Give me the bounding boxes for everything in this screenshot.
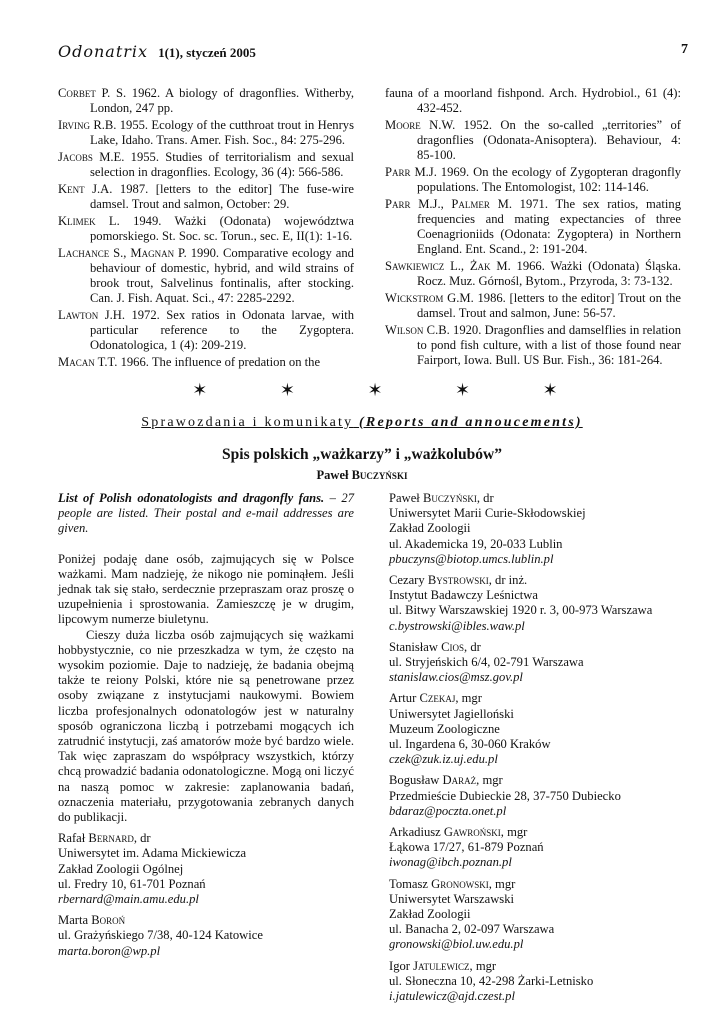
person-name: [389, 877, 685, 892]
person-name: [389, 640, 685, 655]
reference-author: Jacobs: [58, 150, 93, 164]
email-address: gronowski@biol.uw.edu.pl: [389, 937, 524, 952]
article-title: Spis polskich „ważkarzy” i „ważkolubów”: [222, 446, 502, 463]
address-line: ul. Grażyńskiego 7/38, 40-124 Katowice: [58, 928, 263, 943]
person-title: , mgr: [469, 958, 497, 973]
journal-name: Odonatrix: [58, 42, 149, 61]
person-first-name: Artur: [389, 691, 420, 706]
address-entry: [389, 773, 685, 819]
person-last-name: Bystrowski: [427, 573, 489, 588]
email-address: marta.boron@wp.pl: [58, 943, 161, 958]
reference-text: R.B. 1955. Ecology of the cutthroat trout in Henrys Lake, Idaho. Trans. Amer. Fish. Soc., 84: 275-296.: [89, 118, 354, 147]
author-first-name: Paweł: [316, 468, 352, 482]
reference-author: Corbet: [58, 86, 96, 100]
address-entry: [389, 491, 685, 567]
email-address: bdaraz@poczta.onet.pl: [389, 803, 507, 818]
issue-info: 1(1), styczeń 2005: [158, 45, 256, 60]
address-list-left: [58, 831, 354, 959]
person-name: [389, 691, 685, 706]
email-address: czek@zuk.iz.uj.edu.pl: [389, 752, 498, 767]
address-line: Muzeum Zoologiczne: [389, 721, 500, 736]
person-title: , mgr: [476, 773, 503, 788]
address-line: Uniwersytet Jagielloński: [389, 706, 514, 721]
author-last-name: Buczyński: [351, 468, 408, 482]
reference-text: fauna of a moorland fishpond. Arch. Hydrobiol., 61 (4): 432-452.: [385, 86, 681, 115]
paragraph-1: Poniżej podaję dane osób, zajmujących się w Polsce ważkami. Mam nadzieję, że nikogo nie pominąłem. Jeśli jednak tak się stało, serdecznie przepraszam oraz proszę o uzupełnienia i sprostowania. Zamieszczę je w drugim, lipcowym numerze biuletynu.: [58, 551, 354, 627]
email-address: rbernard@main.amu.edu.pl: [58, 892, 199, 907]
reference-text: L. 1949. Ważki (Odonata) województwa pomorskiego. St. Soc. sc. Torun., sec. E, II(1): 1-16.: [90, 214, 354, 243]
email-address: pbuczyns@biotop.umcs.lublin.pl: [389, 551, 554, 566]
reference-text: C.B. 1920. Dragonflies and damselflies in relation to pond fish culture, with a list of those found near Fairport, Iowa. Bull. US Bur. Fish., 36: 181-264.: [417, 323, 681, 367]
reference-author: Parr: [385, 165, 411, 179]
person-title: , dr: [464, 639, 481, 654]
reference-text: P. S. 1962. A biology of dragonflies. Witherby, London, 247 pp.: [90, 86, 354, 115]
reference-author: Lawton: [58, 308, 99, 322]
person-first-name: Bogusław: [389, 773, 443, 788]
reference-author: Lachance S., Magnan: [58, 246, 175, 260]
article-author: [0, 468, 724, 483]
person-name: [389, 959, 685, 974]
reference-author: Klimek: [58, 214, 96, 228]
person-title: , dr inż.: [488, 573, 528, 588]
person-title: , mgr: [455, 691, 482, 706]
reference-entry: [58, 150, 354, 180]
reference-entry: [385, 118, 681, 163]
address-line: Uniwersytet im. Adama Mickiewicza: [58, 846, 247, 861]
address-entry: [389, 825, 685, 871]
reference-entry: [385, 323, 681, 368]
email-address: iwonag@ibch.poznan.pl: [389, 855, 512, 870]
address-entry: [389, 640, 685, 686]
abstract-text: – 27 people are listed. Their postal and e-mail addresses are given.: [58, 491, 355, 536]
reference-author: Wickstrom: [385, 291, 444, 305]
reference-entry: [58, 355, 354, 370]
address-entry: [389, 877, 685, 953]
address-line: Łąkowa 17/27, 61-879 Poznań: [389, 840, 544, 855]
reference-entry: [58, 86, 354, 116]
person-name: [389, 573, 685, 588]
reference-text: T.T. 1966. The influence of predation on the: [94, 355, 321, 369]
address-list-right: [389, 491, 685, 1004]
person-last-name: Cios: [441, 639, 465, 654]
person-title: , mgr: [488, 876, 516, 891]
address-entry: [389, 573, 685, 634]
section-label-english: (Reports and annoucements): [359, 415, 583, 430]
reference-entry: [58, 214, 354, 244]
email-address: i.jatulewicz@ajd.czest.pl: [389, 989, 515, 1004]
section-separator: ✶ ✶ ✶ ✶ ✶: [192, 380, 592, 400]
reference-text: J.H. 1972. Sex ratios in Odonata larvae, with particular reference to the Zygoptera. Odonatologica, 1 (4): 209-219.: [90, 308, 354, 352]
reference-text: N.W. 1952. On the so-called „territories” of dragonflies (Odonata-Anisoptera). Behaviour, 4: 85-100.: [417, 118, 681, 162]
person-title: , dr: [476, 491, 494, 505]
section-heading: [0, 415, 724, 431]
address-entry: [58, 913, 354, 959]
person-last-name: Daraż: [442, 773, 477, 788]
person-title: , mgr: [500, 825, 528, 840]
person-name: [58, 913, 354, 928]
person-first-name: Paweł: [389, 491, 423, 505]
address-line: Zakład Zoologii: [389, 907, 471, 922]
person-title: , dr: [133, 831, 151, 846]
address-line: Instytut Badawczy Leśnictwa: [389, 588, 538, 603]
reference-author: Macan: [58, 355, 95, 369]
references-right-column: [385, 86, 681, 370]
reference-author: Moore: [385, 118, 421, 132]
address-line: Zakład Zoologii Ogólnej: [58, 861, 184, 876]
person-first-name: Tomasz: [389, 876, 432, 891]
reference-text: G.M. 1986. [letters to the editor] Trout on the damsel. Trout and salmon, June: 56-57.: [417, 291, 681, 320]
reference-author: Wilson: [385, 323, 424, 337]
address-line: ul. Akademicka 19, 20-033 Lublin: [389, 536, 563, 551]
address-entry: [58, 831, 354, 907]
address-entry: [389, 959, 685, 1005]
reference-text: M.J. 1969. On the ecology of Zygopteran dragonfly populations. The Entomologist, 102: 114-146.: [410, 165, 681, 194]
person-first-name: Cezary: [389, 573, 428, 588]
reference-entry: [58, 246, 354, 306]
reference-entry: [58, 118, 354, 148]
abstract-title: List of Polish odonatologists and dragonfly fans.: [58, 491, 325, 505]
email-address: c.bystrowski@ibles.waw.pl: [389, 618, 525, 633]
person-first-name: Rafał: [58, 831, 89, 846]
page-number: 7: [681, 42, 688, 57]
reference-text: M. 1966. Ważki (Odonata) Śląska. Rocz. Muz. Górnośl, Bytom., Przyroda, 3: 73-132.: [417, 259, 681, 288]
paragraph-2: Cieszy duża liczba osób zajmujących się ważkami hobbystycznie, co nie przeszkadza w tym, że często na wysokim poziomie. Daje to nadzieję, że badania obejmą także te reiony Polski, które nie są penetrowane przez osoby związane z instytucjami naukowymi. Bowiem liczba profesjonalnych odonatologów jest w naturalny sposób ograniczona liczbą i potrzebami mogących ich zatrudnić instytucji, zaś amatorów może być bardzo wiele. Tak więc zapraszam do współpracy wszystkich, którzy chcą prowadzić badania odonatologiczne. Mogą oni liczyć na naszą pomoc w zakresie: zaplanowania badań, oznaczenia materiału, przygotowania zebranych danych do publikacji.: [58, 627, 354, 825]
address-line: Przedmieście Dubieckie 28, 37-750 Dubiecko: [389, 788, 621, 803]
reference-entry: [385, 165, 681, 195]
address-line: Uniwersytet Warszawski: [389, 891, 515, 906]
person-name: [389, 773, 685, 788]
person-last-name: Bernard: [88, 831, 134, 846]
person-last-name: Buczyński: [422, 491, 477, 505]
person-last-name: Gronowski: [431, 876, 489, 891]
section-label: Sprawozdania i komunikaty: [141, 415, 354, 430]
reference-entry: [385, 259, 681, 289]
person-name: [389, 825, 685, 840]
reference-text: M.E. 1955. Studies of territorialism and sexual selection in dragonflies. Ecology, 36 (4): 566-586.: [90, 150, 354, 179]
reference-entry: [385, 197, 681, 257]
address-line: ul. Banacha 2, 02-097 Warszawa: [389, 922, 555, 937]
reference-entry: [385, 86, 681, 116]
address-line: ul. Fredry 10, 61-701 Poznań: [58, 876, 206, 891]
address-line: ul. Stryjeńskich 6/4, 02-791 Warszawa: [389, 655, 584, 670]
person-last-name: Boroń: [91, 913, 126, 928]
person-last-name: Jatulewicz: [413, 958, 470, 973]
reference-author: Parr M.J., Palmer: [385, 197, 490, 211]
person-first-name: Arkadiusz: [389, 825, 444, 840]
reference-author: Irving: [58, 118, 90, 132]
reference-entry: [58, 182, 354, 212]
reference-text: J.A. 1987. [letters to the editor] The fuse-wire damsel. Trout and salmon, October: 29.: [84, 182, 354, 211]
reference-text: M. 1971. The sex ratios, mating frequencies and mating expectancies of three Coenagrioniids (Odonata: Zygoptera) in Northern England. Ent. Scand., 2: 191-204.: [417, 197, 681, 256]
address-line: ul. Ingardena 6, 30-060 Kraków: [389, 737, 551, 752]
running-header: [58, 42, 688, 64]
references-left-column: [58, 86, 354, 372]
person-name: [58, 831, 354, 846]
person-name: [389, 491, 685, 506]
person-first-name: Igor: [389, 958, 414, 973]
person-first-name: Stanisław: [389, 639, 442, 654]
address-entry: [389, 691, 685, 767]
abstract: [58, 491, 354, 537]
reference-entry: [58, 308, 354, 353]
address-line: ul. Słoneczna 10, 42-298 Żarki-Letnisko: [389, 973, 594, 988]
person-first-name: Marta: [58, 913, 92, 928]
reference-author: Sawkiewicz L., Żak: [385, 259, 491, 273]
reference-author: Kent: [58, 182, 85, 196]
address-line: Uniwersytet Marii Curie-Skłodowskiej: [389, 506, 586, 521]
email-address: stanislaw.cios@msz.gov.pl: [389, 670, 523, 685]
reference-entry: [385, 291, 681, 321]
address-line: Zakład Zoologii: [389, 521, 471, 536]
address-line: ul. Bitwy Warszawskiej 1920 r. 3, 00-973 Warszawa: [389, 603, 653, 618]
person-last-name: Gawroński: [443, 825, 501, 840]
reference-text: P. 1990. Comparative ecology and behaviour of domestic, hybrid, and wild strains of brook trout, Salvelinus fontinalis, after stocking. Can. J. Fish. Aquat. Sci., 47: 2285-2292.: [90, 246, 354, 305]
person-last-name: Czekaj: [419, 691, 456, 706]
article-body-left: [58, 491, 354, 959]
